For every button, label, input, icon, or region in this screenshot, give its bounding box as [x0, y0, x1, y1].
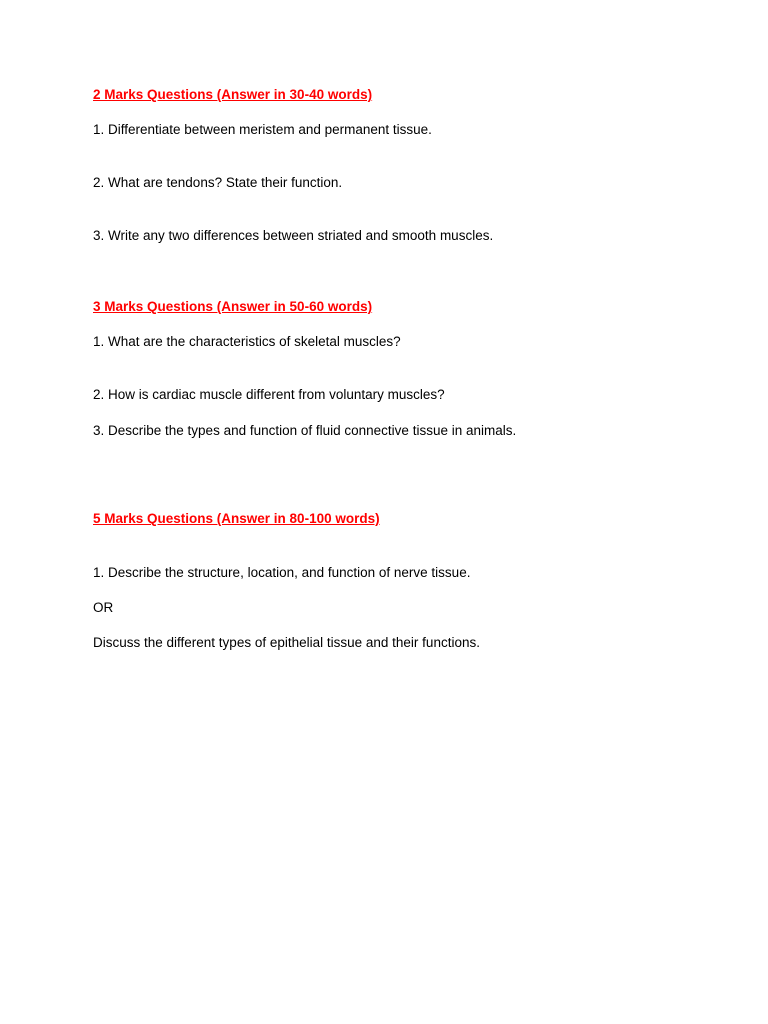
- question-3m-3: 3. Describe the types and function of fluid connective tissue in animals.: [93, 423, 517, 438]
- section-heading-2-marks: 2 Marks Questions (Answer in 30-40 words): [93, 87, 373, 102]
- section-heading-3-marks: 3 Marks Questions (Answer in 50-60 words): [93, 299, 373, 314]
- question-5m-or: OR: [93, 600, 114, 615]
- question-2m-3: 3. Write any two differences between striated and smooth muscles.: [93, 228, 494, 243]
- question-2m-2: 2. What are tendons? State their function.: [93, 175, 343, 190]
- question-5m-1: 1. Describe the structure, location, and function of nerve tissue.: [93, 565, 471, 580]
- question-5m-alt: Discuss the different types of epithelial tissue and their functions.: [93, 635, 480, 650]
- question-3m-1: 1. What are the characteristics of skeletal muscles?: [93, 334, 401, 349]
- question-2m-1: 1. Differentiate between meristem and permanent tissue.: [93, 122, 432, 137]
- section-heading-5-marks: 5 Marks Questions (Answer in 80-100 words): [93, 511, 380, 526]
- question-3m-2: 2. How is cardiac muscle different from voluntary muscles?: [93, 387, 445, 402]
